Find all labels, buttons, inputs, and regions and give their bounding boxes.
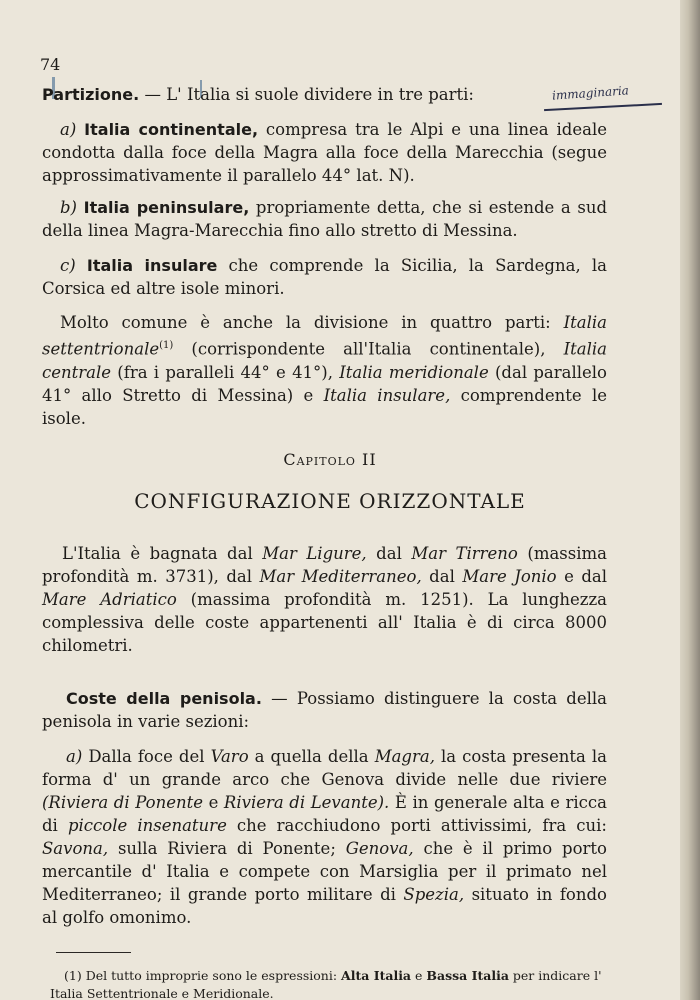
text: Del tutto improprie sono le espressioni: (81, 968, 342, 983)
item-a-paragraph (42, 118, 607, 187)
handwritten-annotation: immaginaria (551, 83, 630, 103)
partizione-paragraph (42, 83, 607, 106)
italic-text: Italia meridionale (339, 362, 489, 382)
text: la costa presenta la forma d' un grande arco che Genova divide nelle due riviere (42, 747, 607, 789)
partizione-heading: Partizione. (42, 85, 140, 104)
italic-text: Bassa Italia (426, 968, 509, 983)
italic-text: Mar Tirreno (411, 544, 518, 563)
coste-a-paragraph (42, 745, 607, 929)
text: a quella della (248, 747, 375, 766)
text: e (411, 968, 427, 983)
italic-text: Alta Italia (341, 968, 412, 983)
text: sulla Riviera di Ponente; (108, 839, 346, 858)
item-bold: Italia insulare (86, 256, 218, 275)
quattro-parti-paragraph (42, 311, 607, 430)
item-b-paragraph (42, 196, 607, 242)
text: e dal (556, 567, 607, 586)
text: Dalla foce del (82, 747, 211, 766)
item-c-paragraph (42, 254, 607, 300)
italic-text: Mar Mediterraneo, (259, 567, 422, 586)
footnote-rule (56, 952, 131, 953)
italic-text: piccole insenature (67, 816, 227, 835)
chapter-heading: Capitolo II (283, 450, 377, 469)
footnote-ref: (1) (159, 340, 174, 351)
text: È in generale alta e ricca di (42, 793, 608, 835)
coste-heading: Coste della penisola. (66, 689, 262, 708)
item-letter: a) (60, 120, 77, 139)
italic-text: Savona, (42, 839, 109, 858)
page-number: 74 (40, 55, 61, 74)
italic-text: Mare Adriatico (42, 590, 177, 609)
italic-text: Italia insulare, (323, 385, 451, 405)
item-letter: b) (60, 198, 77, 217)
italic-text: Mar Ligure, (262, 544, 367, 563)
item-bold: Italia continentale, (84, 120, 259, 139)
coste-paragraph (42, 687, 607, 733)
text: (massima profondità m. 1251). La lunghezza complessiva delle coste appartenenti all' Italia è di circa 8000 chilometri. (42, 590, 607, 655)
item-text: compresa tra le Alpi e una linea ideale condotta dalla foce della Magra alla foce della Marecchia (segue approssimativamente il parallelo 44° lat. N). (42, 120, 607, 185)
footnote-mark: (1) (64, 968, 82, 983)
text: che è il primo porto mercantile d' Italia e compete con Marsiglia per il primato nel Mediterraneo; il grande porto militare di (42, 839, 607, 904)
italic-text: Italia centrale (42, 339, 607, 382)
italic-text: Varo (210, 747, 249, 766)
text: dal (421, 567, 463, 586)
italic-text: Spezia, (403, 885, 465, 904)
item-letter: a) (66, 747, 83, 766)
coste-text: — Possiamo distinguere la costa della penisola in varie sezioni: (42, 689, 607, 731)
italic-text: Riviera di Levante). (223, 793, 390, 812)
text: che racchiudono porti attivissimi, fra cui: (226, 816, 607, 835)
text: Molto comune è anche la divisione in quattro parti: (60, 313, 564, 332)
italic-text: (Riviera di Ponente (42, 793, 203, 812)
partizione-text: — L' Italia si suole dividere in tre parti: (139, 85, 474, 104)
text: (corrispondente all'Italia continentale), (173, 339, 564, 359)
text: (massima profondità m. 3731), dal (42, 544, 607, 586)
italic-text: Genova, (345, 839, 414, 858)
text: (dal parallelo 41° allo Stretto di Messina) e (42, 362, 607, 405)
italic-text: Magra, (374, 747, 435, 766)
text: (fra i paralleli 44° e 41°), (111, 362, 340, 382)
italic-text: Mare Jonio (462, 567, 557, 586)
item-letter: c) (60, 256, 76, 275)
italic-text: Italia settentrionale (42, 313, 607, 359)
text: per indicare l' Italia Settentrionale e Meridionale. (50, 968, 602, 1000)
item-text: propriamente detta, che si estende a sud della linea Magra-Marecchia fino allo stretto di Messina. (42, 198, 608, 240)
item-text: che comprende la Sicilia, la Sardegna, la Corsica ed altre isole minori. (42, 256, 608, 298)
book-edge (680, 0, 700, 1000)
text: dal (366, 544, 412, 563)
section-title: CONFIGURAZIONE ORIZZONTALE (134, 489, 526, 513)
text: comprendente le isole. (42, 385, 607, 428)
text: L'Italia è bagnata dal (62, 544, 263, 563)
text: situato in fondo al golfo omonimo. (42, 885, 607, 927)
item-bold: Italia peninsulare, (83, 198, 250, 217)
footnote (50, 967, 615, 1000)
config-paragraph (42, 542, 607, 657)
text: e (203, 793, 224, 812)
